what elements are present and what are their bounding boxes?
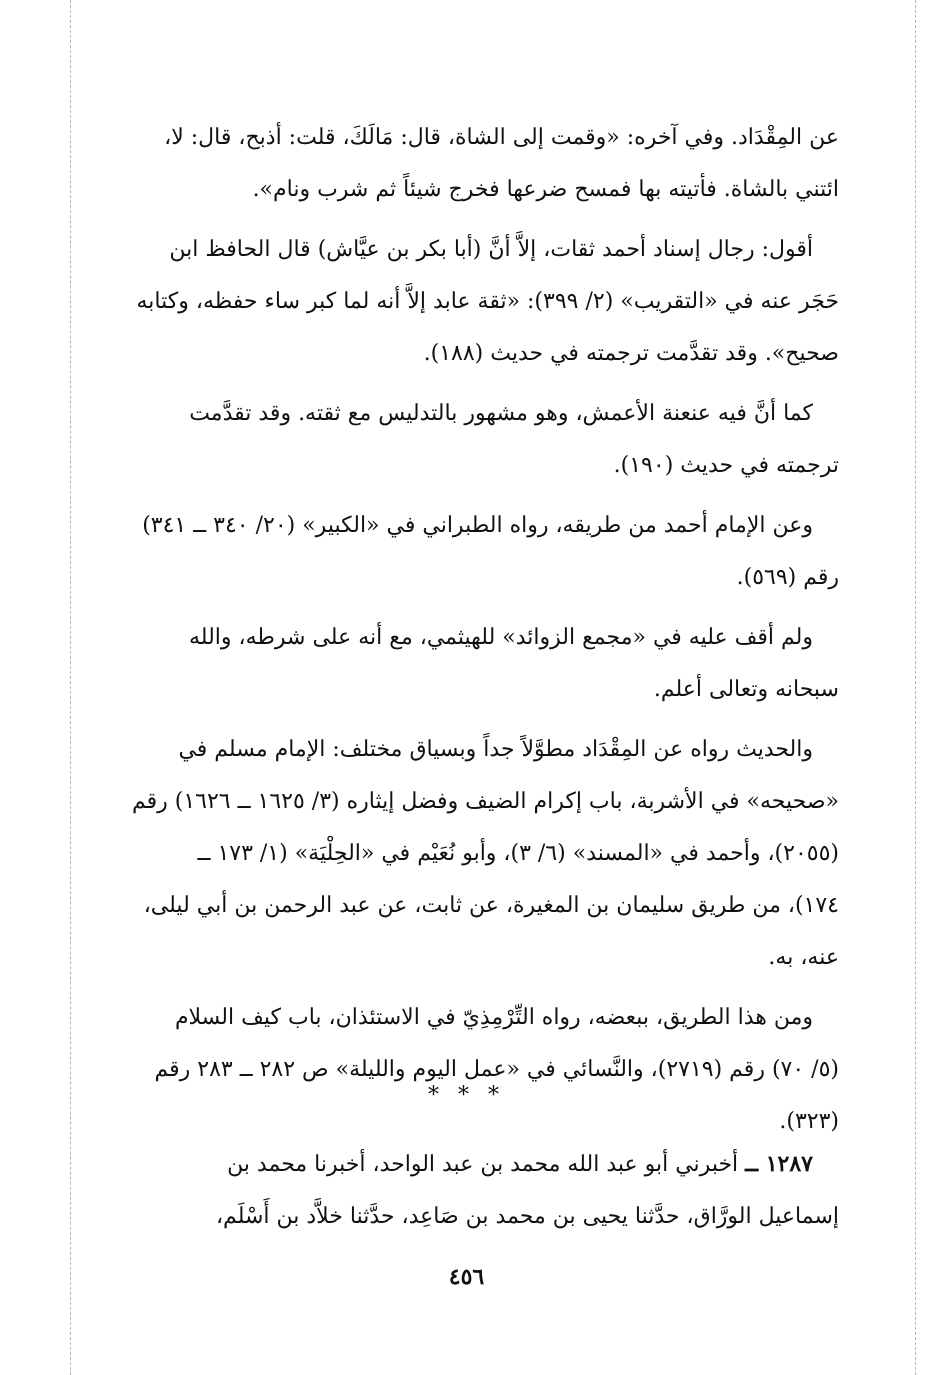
paragraph — [93, 612, 839, 716]
paragraph — [93, 224, 839, 380]
text-line: أقول: رجال إسناد أحمد ثقات، إلاَّ أنَّ (أبا بكر بن عيَّاش) قال الحافظ ابن — [169, 237, 813, 262]
text-line: (٣٢٣). — [779, 1109, 839, 1134]
hadith-line — [93, 1138, 839, 1191]
right-margin-line — [915, 0, 916, 1375]
text-line: «صحيحه» في الأشربة، باب إكرام الضيف وفضل إيثاره (٣/ ١٦٢٥ ــ ١٦٢٦) رقم — [132, 789, 839, 814]
text-line: ولم أقف عليه في «مجمع الزوائد» للهيثمي، مع أنه على شرطه، والله — [188, 625, 813, 650]
text-line: سبحانه وتعالى أعلم. — [653, 677, 839, 702]
hadith-entry — [93, 1138, 839, 1243]
text-line: (٢٠٥٥)، وأحمد في «المسند» (٦/ ٣)، وأبو نُعَيْم في «الحِلْيَة» (١/ ١٧٣ ــ — [197, 841, 839, 866]
section-separator: * * * — [428, 1083, 505, 1108]
text-line: عنه، به. — [768, 945, 839, 970]
text-line: وعن الإمام أحمد من طريقه، رواه الطبراني في «الكبير» (٢٠/ ٣٤٠ ــ ٣٤١) — [142, 513, 813, 538]
text-line: كما أنَّ فيه عنعنة الأعمش، وهو مشهور بالتدليس مع ثقته. وقد تقدَّمت — [189, 401, 813, 426]
text-line: ائتني بالشاة. فأتيته بها فمسح ضرعها فخرج شيئاً ثم شرب ونام». — [252, 177, 839, 202]
hadith-line: إسماعيل الورَّاق، حدَّثنا يحيى بن محمد بن صَاعِد، حدَّثنا خلاَّد بن أَسْلَم، — [215, 1204, 839, 1229]
text-line: ومن هذا الطريق، ببعضه، رواه التِّرْمِذِيّ في الاستئذان، باب كيف السلام — [174, 1005, 813, 1030]
text-line: (٥/ ٧٠) رقم (٢٧١٩)، والنَّسائي في «عمل اليوم والليلة» ص ٢٨٢ ــ ٢٨٣ رقم — [154, 1057, 839, 1082]
paragraph — [93, 500, 839, 604]
hadith-text: أخبرني أبو عبد الله محمد بن عبد الواحد، أخبرنا محمد بن — [227, 1152, 739, 1177]
page-number: ٤٥٦ — [448, 1264, 485, 1290]
text-line: حَجَر عنه في «التقريب» (٢/ ٣٩٩): «ثقة عابد إلاَّ أنه لما كبر ساء حفظه، وكتابه — [136, 289, 839, 314]
left-margin-line — [70, 0, 71, 1375]
paragraph — [93, 992, 839, 1148]
paragraph — [93, 388, 839, 492]
paragraph — [93, 724, 839, 984]
text-line: والحديث رواه عن المِقْدَاد مطوَّلاً جداً وبسياق مختلف: الإمام مسلم في — [178, 737, 813, 762]
text-line: عن المِقْدَاد. وفي آخره: «وقمت إلى الشاة، قال: مَالَكَ، قلت: أذبح، قال: لا، — [164, 125, 839, 150]
text-line: رقم (٥٦٩). — [736, 565, 839, 590]
text-line: ١٧٤)، من طريق سليمان بن المغيرة، عن ثابت، عن عبد الرحمن بن أبي ليلى، — [143, 893, 839, 918]
text-line: صحيح». وقد تقدَّمت ترجمته في حديث (١٨٨). — [423, 341, 839, 366]
text-line: ترجمته في حديث (١٩٠). — [613, 453, 839, 478]
main-text — [93, 112, 839, 1156]
hadith-number: ١٢٨٧ ــ — [745, 1151, 813, 1177]
paragraph — [93, 112, 839, 216]
